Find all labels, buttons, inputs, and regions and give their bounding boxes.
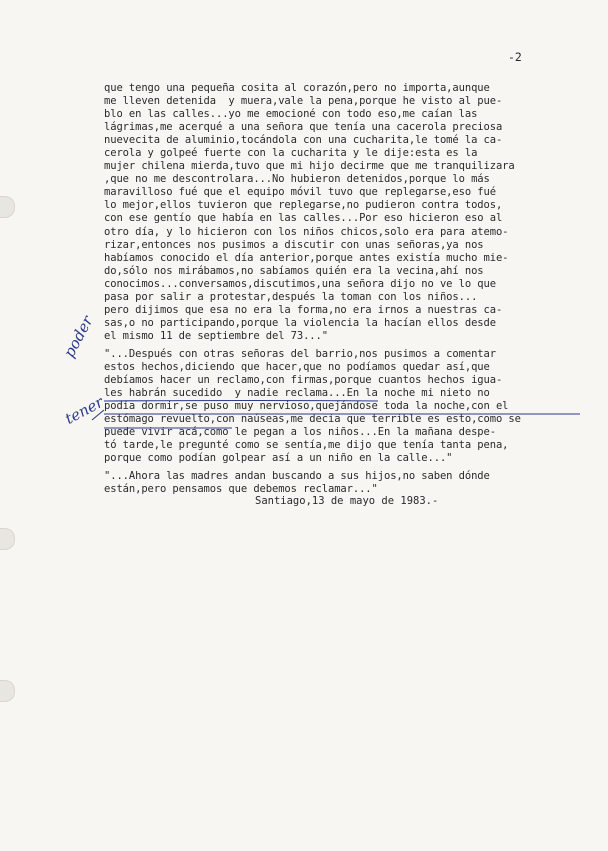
text-line: pasa por salir a protestar,después la toman con los niños...	[104, 290, 478, 303]
caret-mark	[92, 410, 104, 420]
text-line: rizar,entonces nos pusimos a discutir con unas señoras,ya nos	[104, 238, 484, 251]
text-line: conocimos...conversamos,discutimos,una señora dijo no ve lo que	[104, 277, 496, 290]
text-line: les habrán sucedido y nadie reclama...En la noche mi nieto no	[104, 387, 490, 400]
page-number: -2	[508, 50, 522, 64]
text-line: el mismo 11 de septiembre del 73..."	[104, 329, 328, 342]
handwritten-note: poder	[60, 312, 97, 361]
text-line: do,sólo nos mirábamos,no sabíamos quién era la vecina,ahí nos	[104, 264, 484, 277]
text-line: que tengo una pequeña cosita al corazón,pero no importa,aunque	[104, 82, 490, 94]
text-line: debíamos hacer un reclamo,con firmas,porque cuantos hechos igua-	[104, 374, 503, 387]
underline-mark	[104, 401, 378, 402]
text-line: puede vivir acá,como le pegan a los niños...En la mañana despe-	[104, 426, 496, 439]
text-line: con ese gentío que había en las calles...Por eso hicieron eso al	[104, 212, 503, 225]
text-line: sas,o no participando,porque la violencia la hacían ellos desde	[104, 316, 496, 329]
text-line: cerola y golpeé fuerte con la cucharita y le dije:esta es la	[104, 147, 478, 160]
text-line: "...Ahora las madres andan buscando a sus hijos,no saben dónde	[104, 470, 490, 483]
text-line: porque como podían golpear así a un niño en la calle..."	[104, 452, 453, 465]
text-line: blo en las calles...yo me emocioné con todo eso,me caían las	[104, 108, 478, 121]
handwritten-note: tener	[62, 392, 107, 428]
text-line: maravilloso fué que el equipo móvil tuvo que replegarse,eso fué	[104, 186, 496, 199]
text-line: estos hechos,diciendo que hacer,que no podíamos quedar así,que	[104, 360, 490, 373]
text-line: mujer chilena mierda,tuvo que mi hijo decirme que me tranquilizara	[104, 160, 515, 173]
text-line: me lleven detenida y muera,vale la pena,porque he visto al pue-	[104, 95, 503, 108]
text-line: ,que no me descontrolara...No hubieron detenidos,porque lo más	[104, 173, 490, 186]
text-line: habíamos conocido el día anterior,porque antes existía mucho mie-	[104, 251, 509, 264]
text-line: podía dormir,se puso muy nervioso,quejándose toda la noche,con el	[104, 400, 509, 413]
text-line: estómago revuelto,con naúseas,me decía que terrible es esto,como se	[104, 413, 521, 426]
text-line: otro día, y lo hicieron con los niños chicos,solo era para atemo-	[104, 225, 509, 238]
text-line: están,pero pensamos que debemos reclamar..."	[104, 483, 378, 496]
text-line: lágrimas,me acerqué a una señora que tenía una cacerola preciosa	[104, 121, 503, 134]
text-line: tó tarde,le pregunté como se sentía,me dijo que tenía tanta pena,	[104, 439, 509, 452]
text-line: pero dijimos que esa no era la forma,no era irnos a nuestras ca-	[104, 303, 503, 316]
text-line: nuevecita de aluminio,tocándola con una cucharita,le tomé la ca-	[104, 134, 503, 147]
text-line: lo mejor,ellos tuvieron que replegarse,no pudieron contra todos,	[104, 199, 503, 212]
place-date: Santiago,13 de mayo de 1983.-	[255, 495, 439, 507]
text-line: "...Después con otras señoras del barrio,nos pusimos a comentar	[104, 347, 496, 360]
